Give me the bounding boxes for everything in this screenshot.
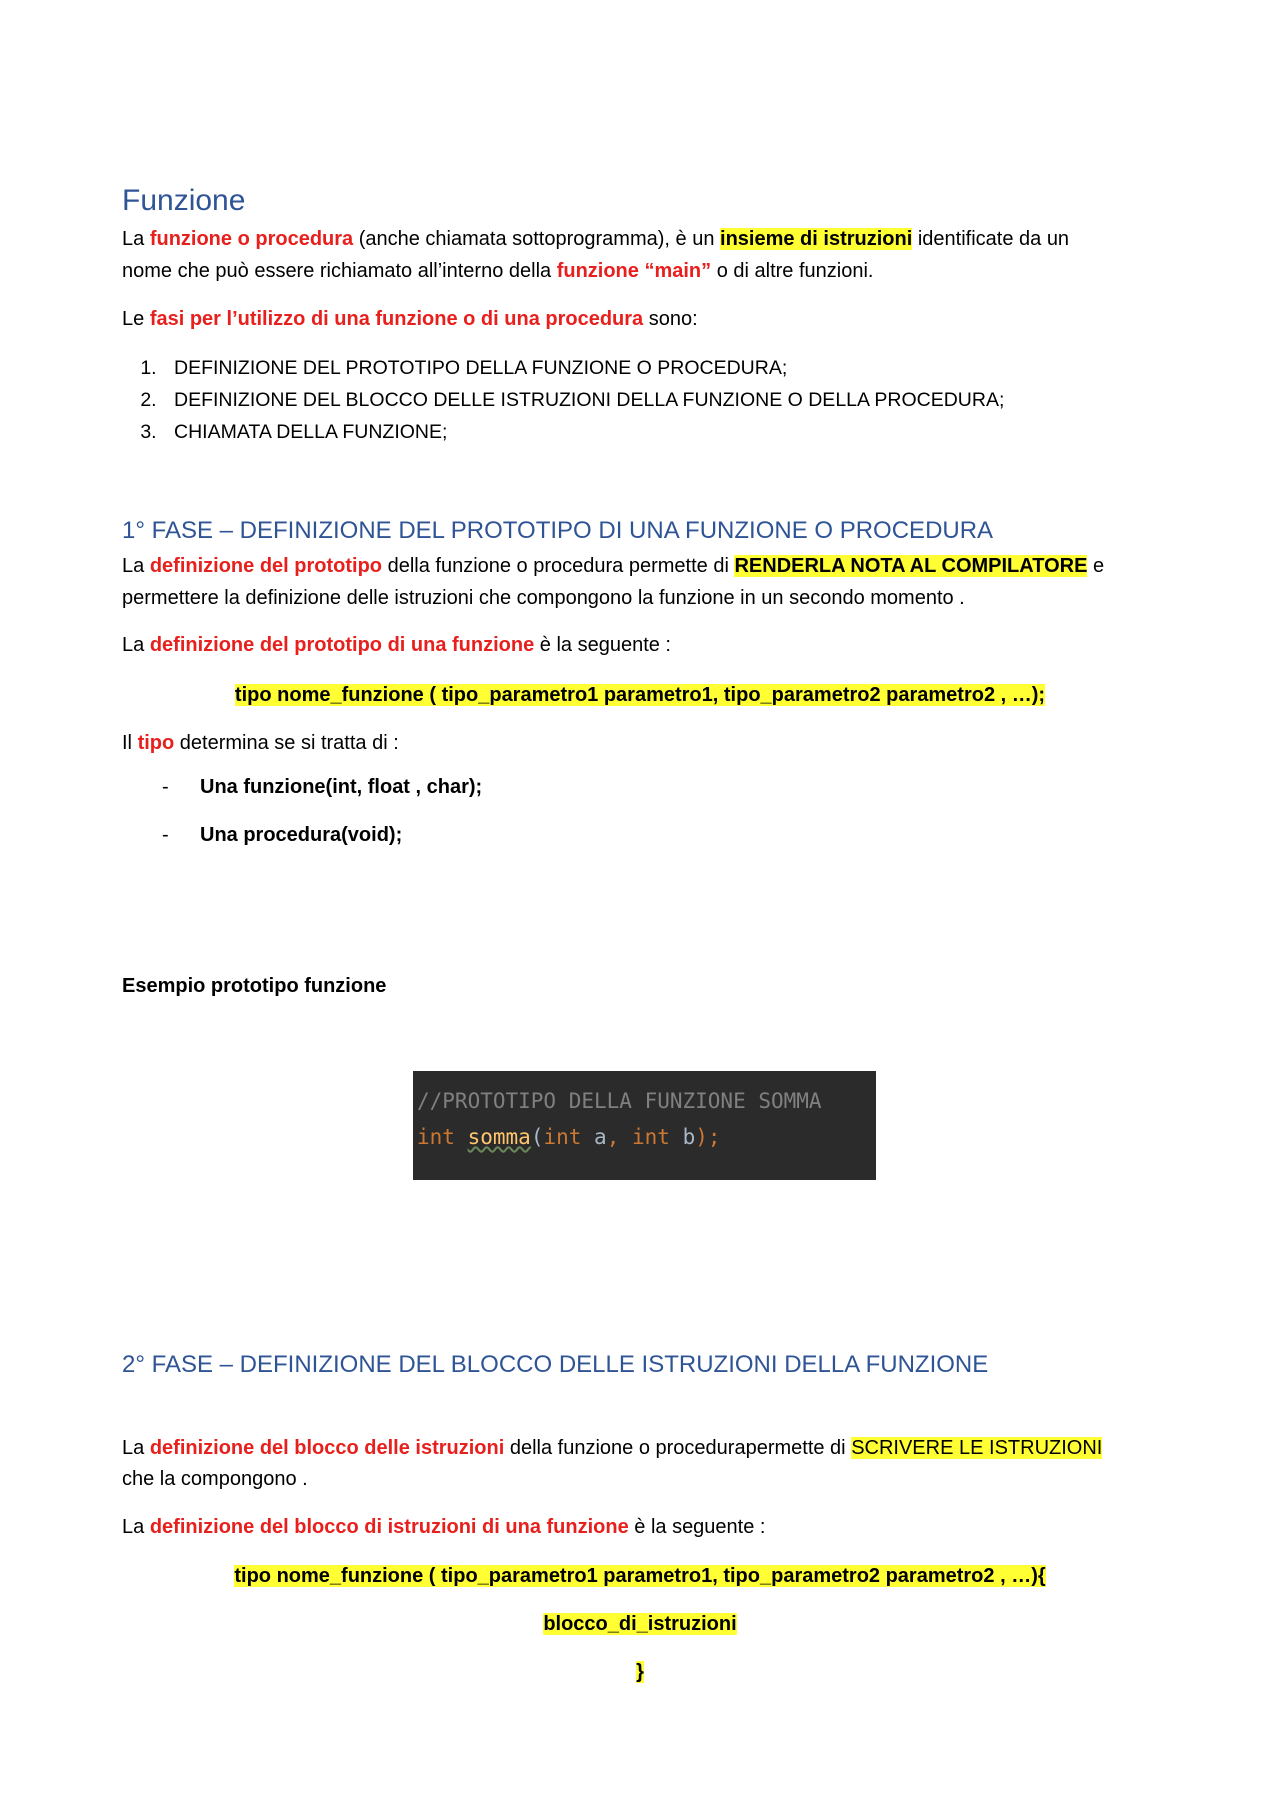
- type-intro: [122, 727, 399, 759]
- text: identificate da un: [912, 228, 1070, 250]
- text: nome che può essere richiamato all’interno della: [122, 260, 557, 282]
- highlight-scrivere-istruzioni: SCRIVERE LE ISTRUZIONI: [851, 1437, 1103, 1459]
- text: La: [122, 1516, 150, 1538]
- type-procedure: Una procedura(void);: [200, 824, 403, 846]
- code-comma: ,: [606, 1125, 632, 1149]
- section1-heading: 1° FASE – DEFINIZIONE DEL PROTOTIPO DI UNA FUNZIONE O PROCEDURA: [122, 517, 994, 544]
- code-function-name: somma: [467, 1125, 531, 1149]
- keyword-fasi: fasi per l’utilizzo di una funzione o di una procedura: [149, 308, 644, 330]
- text: La: [122, 634, 150, 656]
- intro-paragraph-line2: [122, 255, 873, 287]
- block-syntax-line1: [0, 1560, 1280, 1592]
- list-item: 3. CHIAMATA DELLA FUNZIONE;: [162, 416, 1004, 448]
- page-title: Funzione: [122, 184, 246, 217]
- code-keyword: int: [543, 1125, 582, 1149]
- text: della funzione o procedurapermette di: [504, 1437, 852, 1459]
- section1-paragraph-line2: permettere la definizione delle istruzioni che compongono la funzione in un secondo momento .: [122, 587, 965, 609]
- code-line: [417, 1119, 721, 1155]
- block-syntax-text: }: [636, 1661, 644, 1683]
- block-syntax-text: blocco_di_istruzioni: [543, 1613, 737, 1635]
- block-syntax-line2: [0, 1608, 1280, 1640]
- dash-bullet: -: [162, 824, 169, 846]
- text: La: [122, 1437, 150, 1459]
- text: La: [122, 228, 150, 250]
- keyword-definizione-prototipo: definizione del prototipo: [149, 555, 383, 577]
- text: e: [1087, 555, 1105, 577]
- text: è la seguente :: [534, 634, 671, 656]
- keyword-definizione-prototipo-funzione: definizione del prototipo di una funzione: [149, 634, 535, 656]
- example-label: Esempio prototipo funzione: [122, 975, 387, 997]
- keyword-definizione-blocco: definizione del blocco delle istruzioni: [149, 1437, 505, 1459]
- list-item: 2. DEFINIZIONE DEL BLOCCO DELLE ISTRUZIONI DELLA FUNZIONE O DELLA PROCEDURA;: [162, 384, 1004, 416]
- text: La: [122, 555, 150, 577]
- list-item: 1. DEFINIZIONE DEL PROTOTIPO DELLA FUNZIONE O PROCEDURA;: [162, 352, 1004, 384]
- text: (anche chiamata sottoprogramma), è un: [353, 228, 721, 250]
- section2-syntax-intro: [122, 1511, 765, 1543]
- code-identifier: a: [581, 1125, 607, 1149]
- text: Il: [122, 732, 138, 754]
- code-identifier: b: [669, 1125, 696, 1149]
- text: o di altre funzioni.: [711, 260, 874, 282]
- code-comment: //PROTOTIPO DELLA FUNZIONE SOMMA: [417, 1089, 822, 1113]
- code-keyword: int: [417, 1125, 455, 1149]
- keyword-definizione-blocco-istruzioni: definizione del blocco di istruzioni di una funzione: [149, 1516, 629, 1538]
- highlight-renderla-nota: RENDERLA NOTA AL COMPILATORE: [734, 555, 1088, 577]
- keyword-tipo: tipo: [137, 732, 175, 754]
- code-keyword: int: [632, 1125, 670, 1149]
- block-syntax-line3: [0, 1656, 1280, 1688]
- section2-heading: 2° FASE – DEFINIZIONE DEL BLOCCO DELLE ISTRUZIONI DELLA FUNZIONE: [122, 1351, 989, 1378]
- dash-bullet: -: [162, 776, 169, 798]
- type-function: Una funzione(int, float , char);: [200, 776, 483, 798]
- keyword-funzione-procedura: funzione o procedura: [149, 228, 354, 250]
- intro-paragraph-line1: [122, 223, 1069, 255]
- phases-list: [84, 352, 1004, 448]
- phases-intro: [122, 303, 698, 335]
- prototype-syntax-text: tipo nome_funzione ( tipo_parametro1 parametro1, tipo_parametro2 parametro2 , …);: [234, 684, 1046, 706]
- section1-paragraph-line1: [122, 550, 1104, 582]
- code-paren: (: [530, 1125, 544, 1149]
- text: della funzione o procedura permette di: [382, 555, 735, 577]
- keyword-funzione-main: funzione “main”: [556, 260, 712, 282]
- text: Le: [122, 308, 150, 330]
- text: sono:: [643, 308, 698, 330]
- text: determina se si tratta di :: [174, 732, 399, 754]
- prototype-syntax: [0, 679, 1280, 711]
- code-snippet: [413, 1071, 876, 1180]
- text: è la seguente :: [628, 1516, 766, 1538]
- section2-paragraph-line1: [122, 1432, 1102, 1464]
- highlight-insieme-istruzioni: insieme di istruzioni: [720, 228, 913, 250]
- code-paren: );: [695, 1125, 721, 1149]
- block-syntax-text: tipo nome_funzione ( tipo_parametro1 parametro1, tipo_parametro2 parametro2 , …){: [234, 1565, 1046, 1587]
- section2-paragraph-line2: che la compongono .: [122, 1468, 308, 1490]
- section1-syntax-intro: [122, 629, 671, 661]
